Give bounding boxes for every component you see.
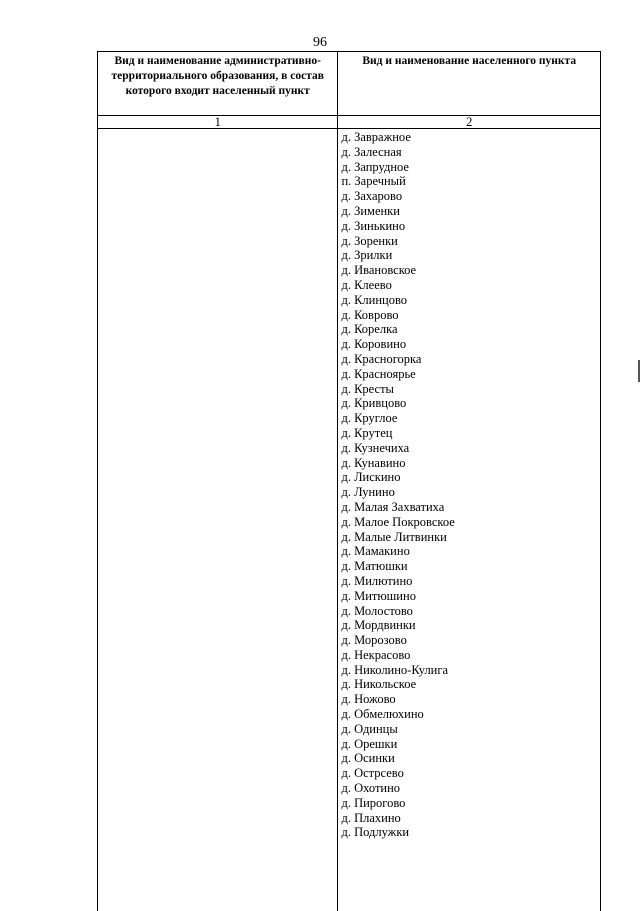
settlement-item: д. Никольское bbox=[341, 677, 600, 692]
settlement-item: д. Пирогово bbox=[341, 796, 600, 811]
admin-unit-cell bbox=[98, 129, 338, 911]
settlements-table bbox=[97, 51, 601, 911]
settlement-item: д. Осинки bbox=[341, 751, 600, 766]
settlement-item: д. Красногорка bbox=[341, 352, 600, 367]
settlement-item: д. Круглое bbox=[341, 411, 600, 426]
settlement-item: д. Митюшино bbox=[341, 589, 600, 604]
column-number-row bbox=[98, 116, 601, 129]
table-header-row bbox=[98, 52, 601, 116]
settlement-item: д. Захарово bbox=[341, 189, 600, 204]
settlement-item: д. Орешки bbox=[341, 737, 600, 752]
settlement-item: д. Мордвинки bbox=[341, 618, 600, 633]
settlement-item: д. Зинькино bbox=[341, 219, 600, 234]
column-number-1: 1 bbox=[98, 116, 338, 129]
settlement-item: д. Острсево bbox=[341, 766, 600, 781]
settlement-item: д. Подлужки bbox=[341, 825, 600, 840]
settlement-item: д. Зоренки bbox=[341, 234, 600, 249]
settlement-item: д. Одинцы bbox=[341, 722, 600, 737]
settlement-item: д. Милютино bbox=[341, 574, 600, 589]
settlement-item: д. Охотино bbox=[341, 781, 600, 796]
settlement-item: д. Крутец bbox=[341, 426, 600, 441]
page-number: 96 bbox=[0, 35, 640, 51]
settlement-item: д. Обмелюхино bbox=[341, 707, 600, 722]
settlement-item: д. Кривцово bbox=[341, 396, 600, 411]
settlement-item: д. Клеево bbox=[341, 278, 600, 293]
settlement-item: д. Кунавино bbox=[341, 456, 600, 471]
settlement-item: д. Мамакино bbox=[341, 544, 600, 559]
settlement-item: д. Зрилки bbox=[341, 248, 600, 263]
settlement-item: д. Кузнечиха bbox=[341, 441, 600, 456]
header-admin-unit: Вид и наименование административно-территориального образования, в состав которого входит населенный пункт bbox=[98, 52, 338, 116]
column-number-2: 2 bbox=[338, 116, 601, 129]
settlement-item: д. Залесная bbox=[341, 145, 600, 160]
settlement-item: д. Малое Покровское bbox=[341, 515, 600, 530]
settlement-item: п. Заречный bbox=[341, 174, 600, 189]
table-body-row bbox=[98, 129, 601, 911]
settlement-list bbox=[338, 129, 600, 840]
settlement-item: д. Малые Литвинки bbox=[341, 530, 600, 545]
settlement-cell bbox=[338, 129, 601, 911]
settlement-item: д. Запрудное bbox=[341, 160, 600, 175]
settlement-item: д. Кресты bbox=[341, 382, 600, 397]
settlement-item: д. Корелка bbox=[341, 322, 600, 337]
settlement-item: д. Плахино bbox=[341, 811, 600, 826]
settlement-item: д. Коврово bbox=[341, 308, 600, 323]
settlement-item: д. Ножово bbox=[341, 692, 600, 707]
settlement-item: д. Ивановское bbox=[341, 263, 600, 278]
settlement-item: д. Лискино bbox=[341, 470, 600, 485]
settlement-item: д. Молостово bbox=[341, 604, 600, 619]
settlement-item: д. Зименки bbox=[341, 204, 600, 219]
settlement-item: д. Морозово bbox=[341, 633, 600, 648]
header-settlement: Вид и наименование населенного пункта bbox=[338, 52, 601, 116]
settlement-item: д. Малая Захватиха bbox=[341, 500, 600, 515]
settlement-item: д. Коровино bbox=[341, 337, 600, 352]
settlement-item: д. Клинцово bbox=[341, 293, 600, 308]
settlement-item: д. Николино-Кулига bbox=[341, 663, 600, 678]
settlement-item: д. Матюшки bbox=[341, 559, 600, 574]
settlement-item: д. Красноярье bbox=[341, 367, 600, 382]
settlement-item: д. Лунино bbox=[341, 485, 600, 500]
settlement-item: д. Некрасово bbox=[341, 648, 600, 663]
settlement-item: д. Завражное bbox=[341, 130, 600, 145]
